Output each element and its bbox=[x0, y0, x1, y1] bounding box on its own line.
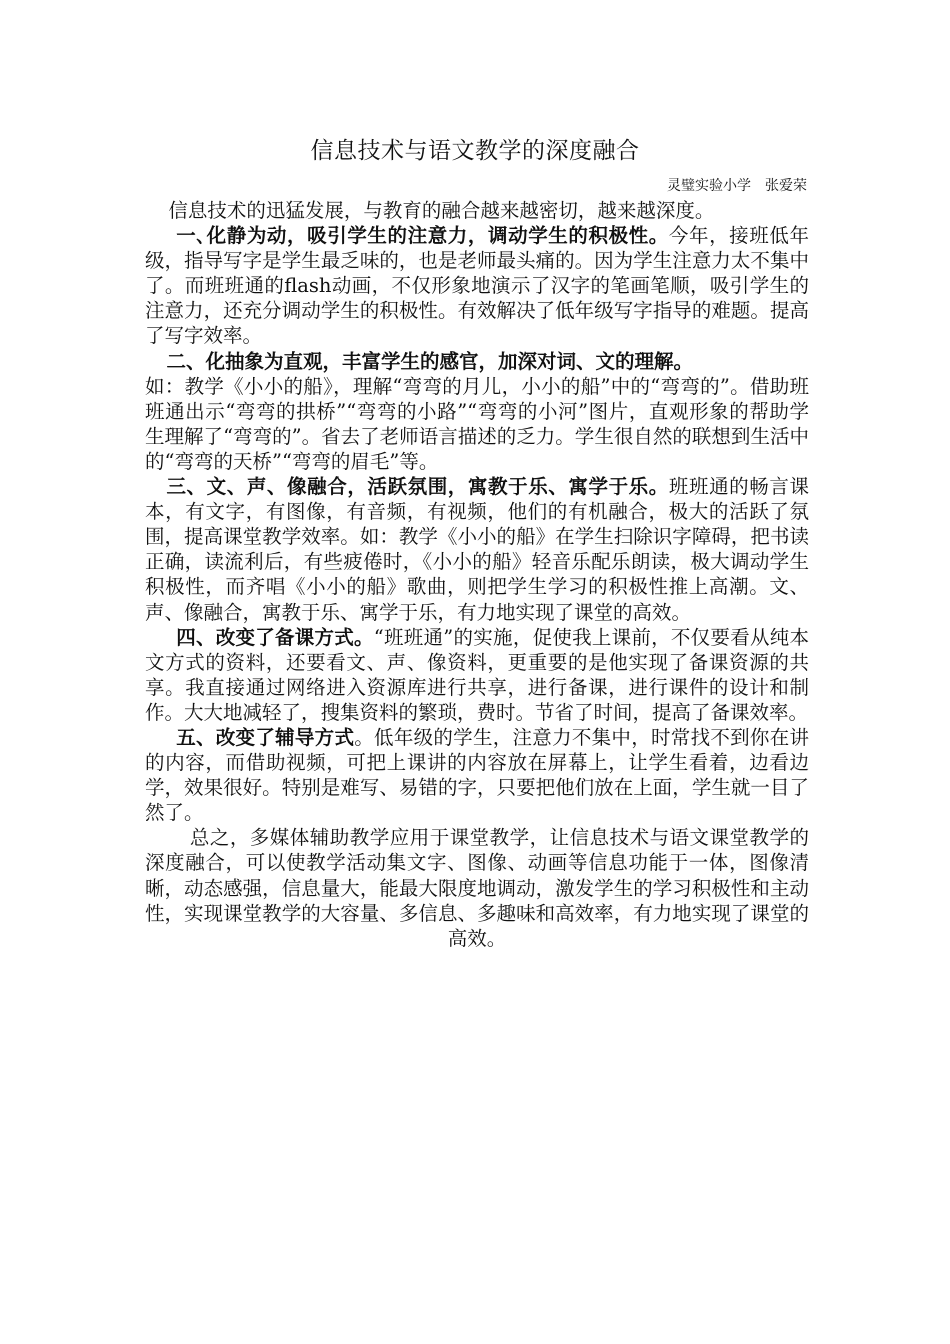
section-4-heading: 四、改变了备课方式。 bbox=[176, 625, 374, 649]
section-2-heading: 二、化抽象为直观，丰富学生的感官，加深对词、文的理解。 bbox=[166, 349, 693, 373]
section-2-text: 如：教学《小小的船》，理解“弯弯的月儿，小小的船”中的“弯弯的”。借助班班通出示“弯弯的拱桥”“弯弯的小路”“弯弯的小河”图片，直观形象的帮助学生理解了“弯弯的”。省去了老师语言描述的乏力。学生很自然的联想到生活中的“弯弯的天桥”“弯弯的眉毛”等。 bbox=[145, 374, 809, 473]
intro-paragraph: 信息技术的迅猛发展，与教育的融合越来越密切，越来越深度。 bbox=[168, 199, 715, 222]
document-body bbox=[145, 198, 809, 951]
section-3-paragraph bbox=[145, 474, 809, 625]
section-1-paragraph bbox=[145, 223, 809, 348]
section-5-paragraph bbox=[145, 725, 809, 825]
section-5-heading: 五、改变了辅导方式 bbox=[176, 725, 355, 749]
section-4-text: “班班通”的实施，促使我上课前，不仅要看从纯本文方式的资料，还要看文、声、像资料，更重要的是他实现了备课资源的共享。我直接通过网络进入资源库进行共享，进行备课，进行课件的设计和制作。大大地减轻了，搜集资料的繁琐，费时。节省了时间，提高了备课效率。 bbox=[145, 625, 809, 724]
section-1-text: 今年，接班低年级，指导写字是学生最乏味的，也是老师最头痛的。因为学生注意力太不集中了。而班班通的flash动画，不仅形象地演示了汉字的笔画笔顺，吸引学生的注意力，还充分调动学生的积极性。有效解决了低年级写字指导的难题。提高了写字效率。 bbox=[145, 224, 809, 348]
section-1-heading: 一､化静为动，吸引学生的注意力，调动学生的积极性。 bbox=[176, 224, 669, 248]
document-title: 信息技术与语文教学的深度融合 bbox=[310, 138, 640, 164]
section-2-paragraph bbox=[145, 374, 809, 474]
section-3-heading: 三、文、声、像融合，活跃氛围，寓教于乐、寓学于乐。 bbox=[166, 475, 669, 499]
section-2-heading-paragraph bbox=[145, 349, 809, 374]
section-3-text: 班班通的畅言课本，有文字，有图像，有音频，有视频，他们的有机融合，极大的活跃了氛围，提高课堂教学效率。如：教学《小小的船》在学生扫除识字障碍，把书读正确，读流利后，有些疲倦时，《小小的船》轻音乐配乐朗读，极大调动学生积极性，而齐唱《小小的船》歌曲，则把学生学习的积极性推上高潮。文、声、像融合，寓教于乐、寓学于乐，有力地实现了课堂的高效。 bbox=[145, 475, 809, 624]
section-4-paragraph bbox=[145, 625, 809, 725]
section-5-text: 。低年级的学生，注意力不集中，时常找不到你在讲的内容，而借助视频，可把上课讲的内容放在屏幕上，让学生看着，边看边学，效果很好。特别是难写、易错的字，只要把他们放在上面，学生就一目了然了。 bbox=[145, 725, 809, 825]
document-author: 灵璧实验小学 张爱荣 bbox=[667, 178, 807, 194]
summary-paragraph: 总之，多媒体辅助教学应用于课堂教学，让信息技术与语文课堂教学的深度融合，可以使教学活动集文字、图像、动画等信息功能于一体，图像清晰，动态感强，信息量大，能最大限度地调动，激发学生的学习积极性和主动性，实现课堂教学的大容量、多信息、多趣味和高效率，有力地实现了课堂的高效。 bbox=[145, 826, 809, 950]
